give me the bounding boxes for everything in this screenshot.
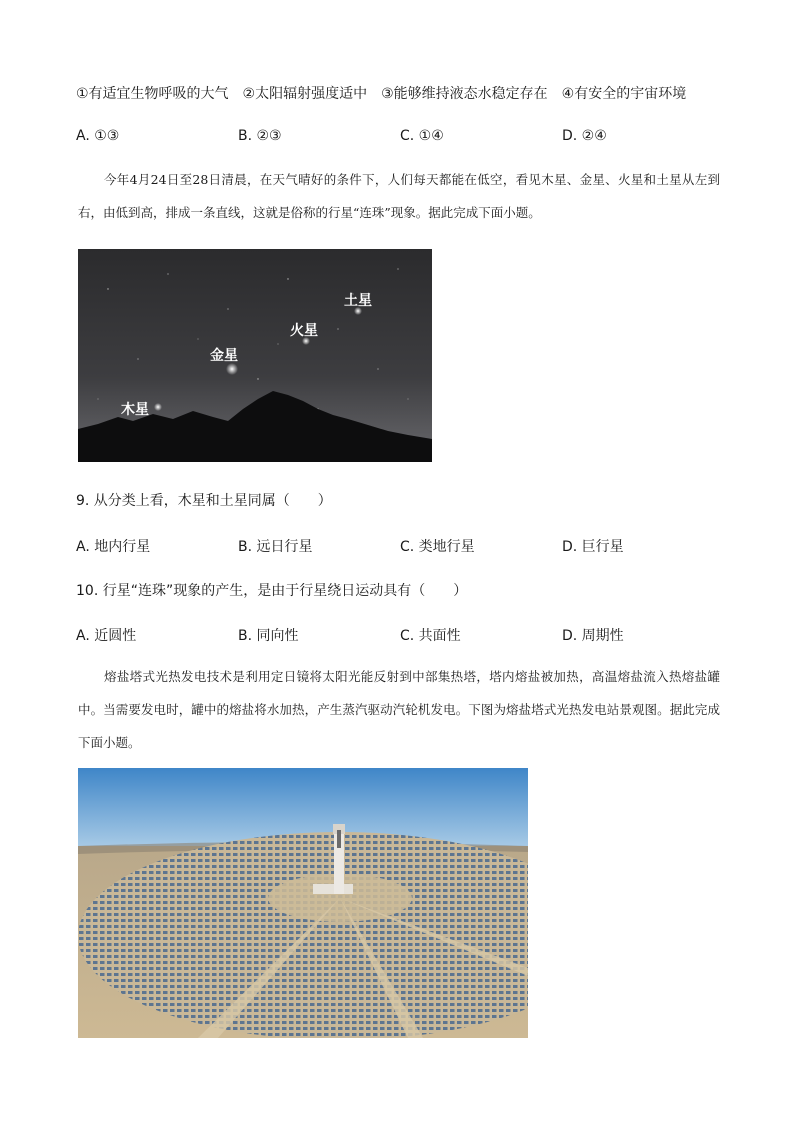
jupiter-label: 木星 xyxy=(121,402,149,418)
jupiter-dot xyxy=(154,403,162,411)
q8-option-c: C. ①④ xyxy=(400,128,444,144)
q9-stem: 9. 从分类上看，木星和土星同属（ ） xyxy=(76,493,332,509)
q8-option-d: D. ②④ xyxy=(562,128,607,144)
q8-statements: ①有适宜生物呼吸的大气 ②太阳辐射强度适中 ③能够维持液态水稳定存在 ④有安全的宇宙环境 xyxy=(76,86,687,102)
power-block xyxy=(313,884,353,894)
q10-stem: 10. 行星“连珠”现象的产生，是由于行星绕日运动具有（ ） xyxy=(76,583,468,599)
q10-option-a: A. 近圆性 xyxy=(76,628,137,644)
night-sky-image xyxy=(78,249,432,462)
q9-option-c: C. 类地行星 xyxy=(400,539,475,555)
solar-plant-image xyxy=(78,768,528,1038)
planet-alignment-figure xyxy=(78,249,432,462)
solar-plant-figure xyxy=(78,768,528,1038)
venus-dot xyxy=(226,363,238,375)
passage-solar-thermal: 熔盐塔式光热发电技术是利用定日镜将太阳光能反射到中部集热塔，塔内熔盐被加热，高温熔盐流入热熔盐罐中。当需要发电时，罐中的熔盐将水加热，产生蒸汽驱动汽轮机发电。下图为熔盐塔式光热发电站景观图。据此完成下面小题。 xyxy=(78,669,720,750)
saturn-label: 土星 xyxy=(344,293,372,309)
q8-option-a: A. ①③ xyxy=(76,128,120,144)
passage-planet-alignment: 今年4月24日至28日清晨，在天气晴好的条件下，人们每天都能在低空，看见木星、金星、火星和土星从左到右，由低到高，排成一条直线，这就是俗称的行星“连珠”现象。据此完成下面小题。 xyxy=(78,172,720,220)
q9-option-b: B. 远日行星 xyxy=(238,539,313,555)
q9-option-a: A. 地内行星 xyxy=(76,539,151,555)
q10-option-c: C. 共面性 xyxy=(400,628,461,644)
q10-option-b: B. 同向性 xyxy=(238,628,299,644)
q10-option-d: D. 周期性 xyxy=(562,628,624,644)
venus-label: 金星 xyxy=(210,348,238,364)
mars-label: 火星 xyxy=(290,323,318,339)
q8-option-b: B. ②③ xyxy=(238,128,282,144)
q9-option-d: D. 巨行星 xyxy=(562,539,624,555)
